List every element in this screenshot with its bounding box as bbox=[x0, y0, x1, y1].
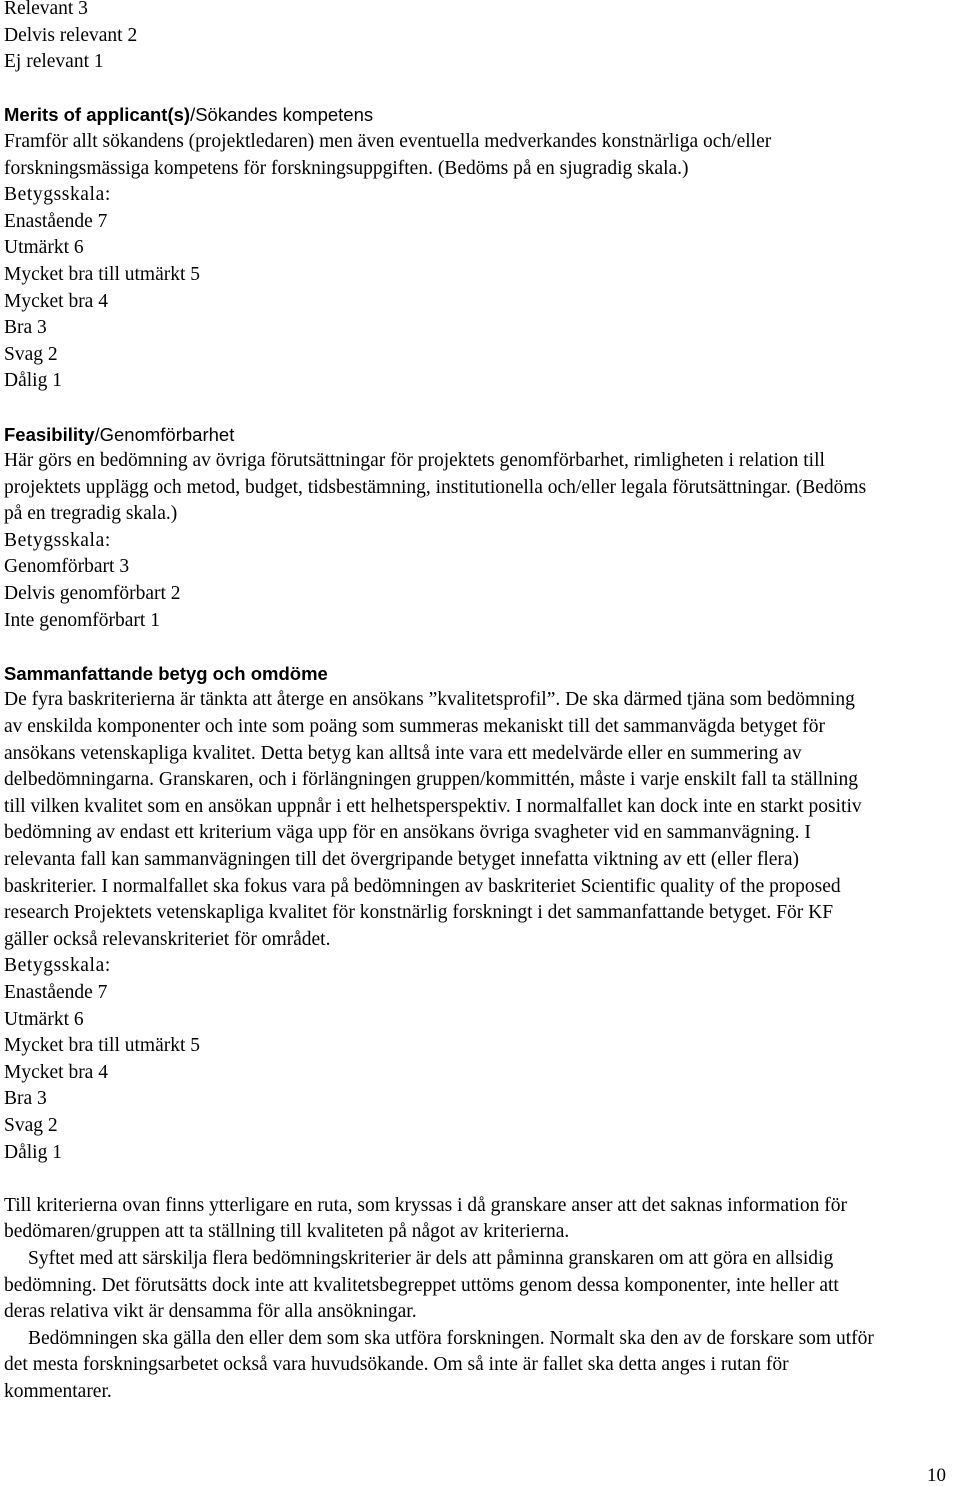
closing-text-line: Syftet med att särskilja flera bedömningskriterier är dels att påminna granskaren om att göra en allsidig bbox=[28, 1247, 834, 1269]
summary-heading-text: Sammanfattande betyg och omdöme bbox=[4, 662, 328, 684]
merits-scale-label: Betygsskala: bbox=[4, 184, 111, 206]
summary-text-line: ansökans vetenskapliga kvalitet. Detta betyg kan alltså inte vara ett medelvärde eller en summering av bbox=[4, 742, 802, 764]
scale-item: Bra 3 bbox=[4, 1088, 47, 1110]
closing-text-line: Bedömningen ska gälla den eller dem som ska utföra forskningen. Normalt ska den av de forskare som utför bbox=[28, 1327, 874, 1349]
scale-item: Mycket bra till utmärkt 5 bbox=[4, 1035, 201, 1057]
scale-item: Utmärkt 6 bbox=[4, 1008, 84, 1030]
scale-item: Enastående 7 bbox=[4, 981, 108, 1003]
closing-paragraph-1 bbox=[4, 1193, 958, 1246]
merits-heading-rest: /Sökandes kompetens bbox=[190, 104, 374, 126]
summary-section bbox=[4, 661, 958, 1166]
merits-text-line: forskningsmässiga kompetens för forskningsuppgiften. (Bedöms på en sjugradig skala.) bbox=[4, 157, 689, 179]
merits-section bbox=[4, 102, 958, 395]
summary-text-line: De fyra baskriterierna är tänkta att återge en ansökans ”kvalitetsprofil”. De ska därmed tjäna som bedömning bbox=[4, 689, 855, 711]
scale-item: Svag 2 bbox=[4, 343, 58, 365]
scale-item: Mycket bra till utmärkt 5 bbox=[4, 263, 201, 285]
closing-section bbox=[4, 1193, 958, 1406]
summary-heading bbox=[4, 661, 958, 688]
closing-paragraph-2 bbox=[4, 1246, 958, 1326]
feasibility-text-line: på en tregradig skala.) bbox=[4, 503, 178, 525]
feasibility-heading-bold: Feasibility bbox=[4, 423, 95, 445]
scale-item: Delvis relevant 2 bbox=[4, 24, 138, 46]
summary-text-line: relevanta fall kan sammanvägningen till det övergripande betyget innefatta viktning av ett (eller flera) bbox=[4, 849, 800, 870]
scale-item: Mycket bra 4 bbox=[4, 290, 108, 312]
closing-text-line: deras relativa vikt är densamma för alla ansökningar. bbox=[4, 1301, 417, 1323]
summary-text-line: delbedömningarna. Granskaren, och i förlängningen gruppen/kommittén, måste i varje enskilt fall ta ställning bbox=[4, 769, 858, 791]
summary-text-line: gäller också relevanskriteriet för området. bbox=[4, 928, 331, 950]
summary-text-line: bedömning av endast ett kriterium väga upp för en ansökans övriga svagheter vid en sammanvägning. I bbox=[4, 822, 811, 844]
summary-text-line: till vilken kvalitet som en ansökan uppnår i ett helhetsperspektiv. I normalfallet kan dock inte en starkt positiv bbox=[4, 795, 862, 817]
page-number: 10 bbox=[927, 1465, 946, 1486]
scale-item: Svag 2 bbox=[4, 1114, 58, 1136]
scale-item: Delvis genomförbart 2 bbox=[4, 583, 181, 605]
intro-scale-list bbox=[4, 0, 958, 76]
summary-scale-label: Betygsskala: bbox=[4, 955, 111, 977]
closing-text-line: bedömaren/gruppen att ta ställning till kvaliteten på något av kriterierna. bbox=[4, 1221, 570, 1243]
document-page bbox=[4, 0, 958, 1405]
summary-text-line: research Projektets vetenskapliga kvalitet för konstnärlig forskningt i det sammanfattande betyget. För KF bbox=[4, 902, 834, 924]
feasibility-text-line: Här görs en bedömning av övriga förutsättningar för projektets genomförbarhet, rimligheten i relation till bbox=[4, 450, 825, 472]
scale-item: Genomförbart 3 bbox=[4, 556, 130, 578]
feasibility-heading bbox=[4, 422, 958, 449]
closing-paragraph-3 bbox=[4, 1326, 958, 1406]
feasibility-scale-label: Betygsskala: bbox=[4, 529, 111, 551]
merits-heading bbox=[4, 102, 958, 129]
scale-item: Inte genomförbart 1 bbox=[4, 609, 160, 631]
scale-item: Enastående 7 bbox=[4, 210, 108, 232]
merits-text-line: Framför allt sökandens (projektledaren) men även eventuella medverkandes konstnärliga och/eller bbox=[4, 130, 772, 152]
scale-item: Mycket bra 4 bbox=[4, 1061, 108, 1083]
merits-heading-bold: Merits of applicant(s) bbox=[4, 104, 191, 126]
feasibility-heading-rest: /Genomförbarhet bbox=[94, 423, 235, 445]
scale-item: Utmärkt 6 bbox=[4, 237, 84, 259]
summary-text-line: av enskilda komponenter och inte som poäng som summeras mekaniskt till det sammanvägda betyget för bbox=[4, 716, 825, 738]
scale-item: Bra 3 bbox=[4, 317, 47, 339]
summary-text-line: baskriterier. I normalfallet ska fokus vara på bedömningen av baskriteriet Scientific quality of the proposed bbox=[4, 875, 841, 897]
feasibility-section bbox=[4, 422, 958, 635]
scale-item: Dålig 1 bbox=[4, 370, 62, 392]
scale-item: Ej relevant 1 bbox=[4, 51, 104, 73]
scale-item: Relevant 3 bbox=[4, 0, 88, 19]
closing-text-line: Till kriterierna ovan finns ytterligare en ruta, som kryssas i då granskare anser att det saknas information för bbox=[4, 1194, 847, 1216]
scale-item: Dålig 1 bbox=[4, 1141, 62, 1163]
feasibility-text-line: projektets upplägg och metod, budget, tidsbestämning, institutionella och/eller legala förutsättningar. (Bedöms bbox=[4, 476, 867, 498]
closing-text-line: kommentarer. bbox=[4, 1380, 112, 1402]
closing-text-line: det mesta forskningsarbetet också vara huvudsökande. Om så inte är fallet ska detta anges i rutan för bbox=[4, 1354, 789, 1376]
closing-text-line: bedömning. Det förutsätts dock inte att kvalitetsbegreppet uttöms genom dessa komponenter, inte heller att bbox=[4, 1274, 839, 1296]
